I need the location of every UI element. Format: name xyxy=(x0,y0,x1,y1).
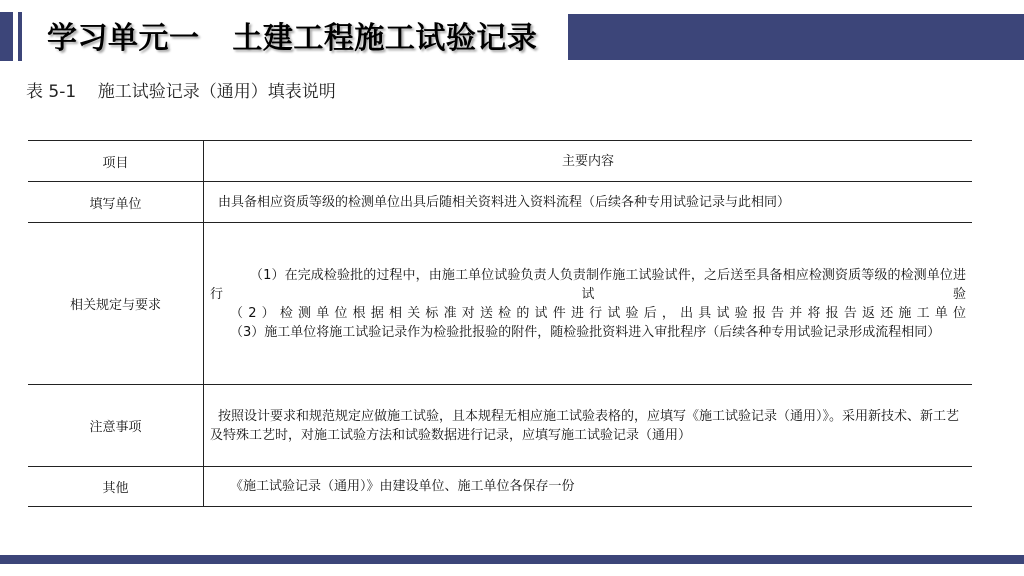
row-content xyxy=(204,467,973,507)
row-content xyxy=(204,385,973,467)
row-content xyxy=(204,223,973,385)
header-item: 项目 xyxy=(28,141,204,182)
table-caption xyxy=(26,77,336,102)
table-row xyxy=(28,467,972,507)
table-row xyxy=(28,223,972,385)
row-content-text: 按照设计要求和规范规定应做施工试验，且本规程无相应施工试验表格的，应填写《施工试验记录（通用）》。采用新技术、新工艺及特殊工艺时，对施工试验方法和试验数据进行记录，应填写施工试验记录（通用） xyxy=(210,408,960,443)
row-content-text: 《施工试验记录（通用）》由建设单位、施工单位各保存一份 xyxy=(230,479,575,494)
row-item-label: 填写单位 xyxy=(28,182,204,223)
topic-title: 土建工程施工试验记录 xyxy=(232,21,538,56)
header-content: 主要内容 xyxy=(204,141,973,182)
slide-title xyxy=(47,18,537,60)
table-header-row xyxy=(28,141,972,182)
row-content-text: （1）在完成检验批的过程中，由施工单位试验负责人负责制作施工试验试件，之后送至具备相应检测资质等级的检测单位进行试验 xyxy=(210,267,966,302)
table-row xyxy=(28,385,972,467)
table-title: 施工试验记录（通用）填表说明 xyxy=(97,82,336,102)
row-content-text: 由具备相应资质等级的检测单位出具后随相关资料进入资料流程（后续各种专用试验记录与此相同） xyxy=(218,194,791,210)
row-content xyxy=(204,182,973,223)
row-item-label: 相关规定与要求 xyxy=(28,223,204,385)
row-item-label: 注意事项 xyxy=(28,385,204,467)
table-number: 表 5-1 xyxy=(26,82,77,102)
row-item-label: 其他 xyxy=(28,467,204,507)
unit-title: 学习单元一 xyxy=(47,21,200,56)
row-content-text: （3）施工单位将施工试验记录作为检验批报验的附件，随检验批资料进入审批程序（后续各种专用试验记录形成流程相同） xyxy=(230,324,941,340)
header-accent-line xyxy=(18,12,22,61)
header-band xyxy=(568,14,1024,60)
table-row xyxy=(28,182,972,223)
record-table xyxy=(28,140,972,507)
header-accent-bar xyxy=(0,12,13,61)
footer-bar xyxy=(0,555,1024,564)
row-content-text: （2）检测单位根据相关标准对送检的试件进行试验后，出具试验报告并将报告返还施工单位 xyxy=(230,305,966,321)
